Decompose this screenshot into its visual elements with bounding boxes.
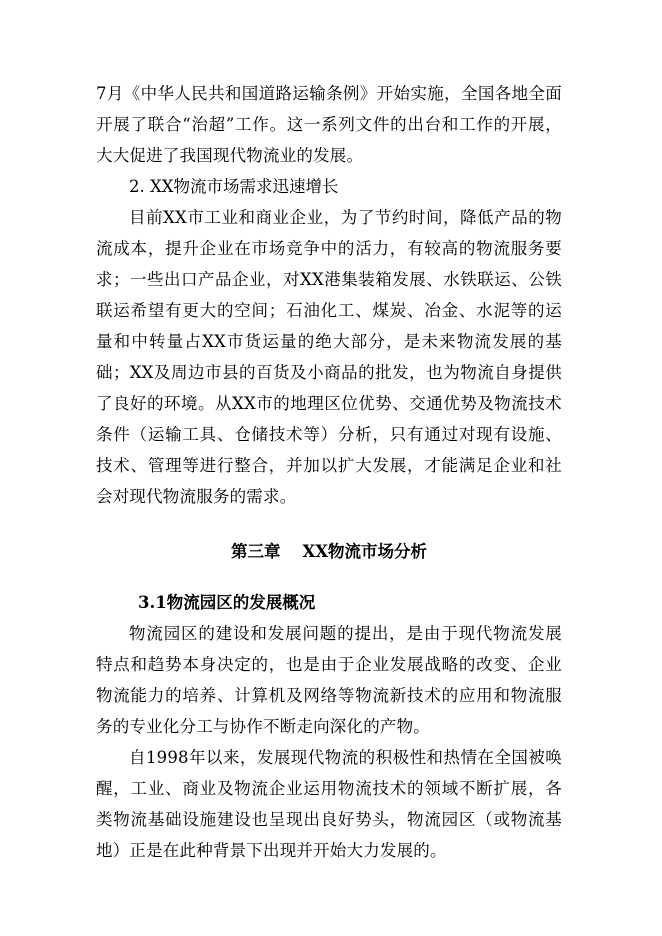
section-3-1-paragraph-2: 自1998年以来，发展现代物流的积极性和热情在全国被唤醒，工业、商业及物流企业运用物流技术的领域不断扩展，各类物流基础设施建设也呈现出良好势头，物流园区（或物流基地）正是在此种背景下出现并开始大力发展的。 — [96, 748, 562, 860]
subsection-2-title: 2. XX物流市场需求迅速增长 — [129, 177, 339, 196]
document-page — [96, 78, 562, 866]
section-3-1-title: 3.1物流园区的发展概况 — [138, 593, 316, 612]
chapter-label: 第三章 — [230, 542, 281, 561]
section-3-1-paragraph-1: 物流园区的建设和发展问题的提出，是由于现代物流发展特点和趋势本身决定的，也是由于企业发展战略的改变、企业物流能力的培养、计算机及网络等物流新技术的应用和物流服务的专业化分工与协作不断走向深化的产物。 — [96, 624, 562, 736]
subsection-2-body: 目前XX市工业和商业企业，为了节约时间，降低产品的物流成本，提升企业在市场竞争中的活力，有较高的物流服务要求；一些出口产品企业，对XX港集装箱发展、水铁联运、公铁联运希望有更大的空间；石油化工、煤炭、冶金、水泥等的运量和中转量占XX市货运量的绝大部分，是未来物流发展的基础；XX及周边市县的百货及小商品的批发，也为物流自身提供了良好的环境。从XX市的地理区位优势、交通优势及物流技术条件（运输工具、仓储技术等）分析，只有通过对现有设施、技术、管理等进行整合，并加以扩大发展，才能满足企业和社会对现代物流服务的需求。 — [96, 208, 562, 506]
chapter-title — [96, 536, 562, 567]
intro-paragraph: 7月《中华人民共和国道路运输条例》开始实施，全国各地全面开展了联合“治超”工作。这一系列文件的出台和工作的开展，大大促进了我国现代物流业的发展。 — [96, 84, 562, 165]
chapter-name: XX物流市场分析 — [302, 542, 428, 561]
